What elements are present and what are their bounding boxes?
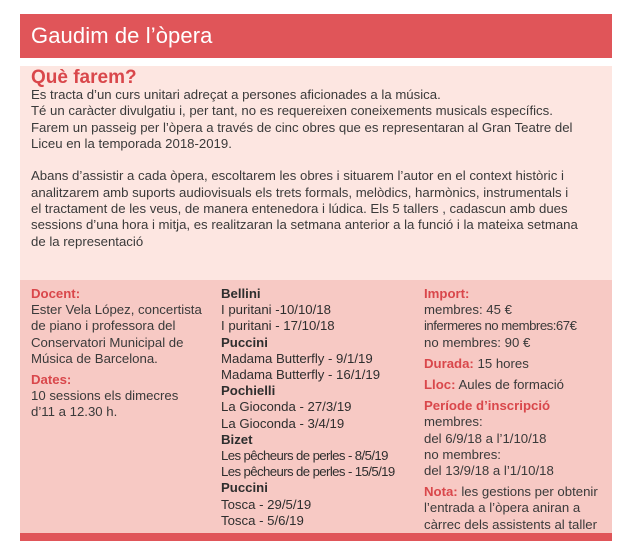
composer-name: Bellini bbox=[221, 286, 261, 301]
performance-item: Madama Butterfly - 16/1/19 bbox=[221, 367, 381, 383]
performance-item: Tosca - 5/6/19 bbox=[221, 512, 304, 528]
dates-label: Dates: bbox=[31, 372, 72, 388]
lloc-row bbox=[424, 377, 610, 393]
text-line: de la representació bbox=[31, 233, 144, 249]
performance-item: I puritani - 17/10/18 bbox=[221, 318, 335, 334]
docent-line: Música de Barcelona. bbox=[31, 350, 158, 366]
performance-item: Les pêcheurs de perles - 15/5/19 bbox=[221, 464, 395, 480]
docent-label: Docent: bbox=[31, 286, 81, 301]
performance-item: Madama Butterfly - 9/1/19 bbox=[221, 350, 373, 366]
dates-line: d’11 a 12.30 h. bbox=[31, 404, 118, 420]
docent-line: Ester Vela López, concertista bbox=[31, 302, 202, 318]
docent-line: de piano i professora del bbox=[31, 318, 176, 334]
lloc-label: Lloc: bbox=[424, 377, 456, 393]
periode-line: membres: bbox=[424, 414, 483, 430]
intro-section bbox=[20, 66, 612, 280]
page-title: Gaudim de l’òpera bbox=[31, 23, 213, 48]
periode-line: del 13/9/18 a l’1/10/18 bbox=[424, 463, 554, 479]
details-section bbox=[20, 280, 612, 533]
info-column-left bbox=[31, 286, 221, 421]
lloc-value: Aules de formació bbox=[458, 377, 565, 393]
text-line: analitzarem amb suports audiovisuals els trets formals, melòdics, harmònics, instrumentals i bbox=[31, 184, 569, 200]
dates-line: 10 sessions els dimecres bbox=[31, 388, 179, 404]
docent-line: Conservatori Municipal de bbox=[31, 334, 184, 350]
text-line: Té un caràcter divulgatiu i, per tant, no es requereixen coneixements musicals específics. bbox=[31, 103, 553, 119]
nota-line: càrrec dels assistents al taller bbox=[424, 516, 597, 532]
intro-paragraph-2 bbox=[31, 168, 611, 249]
footer-bar bbox=[20, 533, 612, 541]
nota-line: l’entrada a l’òpera aniran a bbox=[424, 500, 581, 516]
program-column bbox=[221, 286, 416, 529]
import-line: infermeres no membres:67€ bbox=[424, 318, 577, 334]
text-line: Liceu en la temporada 2018-2019. bbox=[31, 135, 232, 151]
durada-row bbox=[424, 356, 610, 372]
nota-text: les gestions per obtenir bbox=[461, 484, 598, 500]
durada-value: 15 hores bbox=[477, 355, 529, 371]
import-line: membres: 45 € bbox=[424, 302, 512, 318]
composer-name: Puccini bbox=[221, 334, 268, 350]
performance-item: La Gioconda - 3/4/19 bbox=[221, 415, 345, 431]
periode-line: del 6/9/18 a l’1/10/18 bbox=[424, 430, 547, 446]
performance-item: I puritani -10/10/18 bbox=[221, 302, 331, 318]
periode-label: Període d’inscripció bbox=[424, 398, 551, 414]
composer-name: Bizet bbox=[221, 431, 253, 447]
intro-heading: Què farem? bbox=[31, 67, 137, 88]
info-column-right bbox=[424, 286, 610, 533]
performance-item: Tosca - 29/5/19 bbox=[221, 496, 312, 512]
header-bar bbox=[20, 14, 612, 58]
nota-row bbox=[424, 484, 610, 500]
text-line: sessions d’una hora i mitja, es realitzaran la setmana anterior a la funció i la mateixa setmana bbox=[31, 217, 578, 233]
composer-name: Pochielli bbox=[221, 383, 276, 399]
periode-line: no membres: bbox=[424, 446, 501, 462]
durada-label: Durada: bbox=[424, 355, 474, 371]
intro-text bbox=[31, 87, 611, 250]
text-line: el tractament de les veus, de manera entenedora i lúdica. Els 5 tallers , cadascun amb dues bbox=[31, 201, 568, 217]
nota-label: Nota: bbox=[424, 484, 458, 500]
text-line: Abans d’assistir a cada òpera, escoltarem les obres i situarem l’autor en el context històric i bbox=[31, 168, 564, 184]
text-line: Es tracta d’un curs unitari adreçat a persones aficionades a la música. bbox=[31, 87, 441, 102]
course-card bbox=[20, 14, 612, 540]
composer-name: Puccini bbox=[221, 480, 268, 496]
import-line: no membres: 90 € bbox=[424, 334, 531, 350]
performance-item: Les pêcheurs de perles - 8/5/19 bbox=[221, 448, 388, 464]
text-line: Farem un passeig per l’òpera a través de cinc obres que es representaran al Gran Teatre del bbox=[31, 119, 573, 135]
performance-item: La Gioconda - 27/3/19 bbox=[221, 399, 352, 415]
import-label: Import: bbox=[424, 286, 470, 301]
intro-paragraph-1 bbox=[31, 87, 611, 152]
